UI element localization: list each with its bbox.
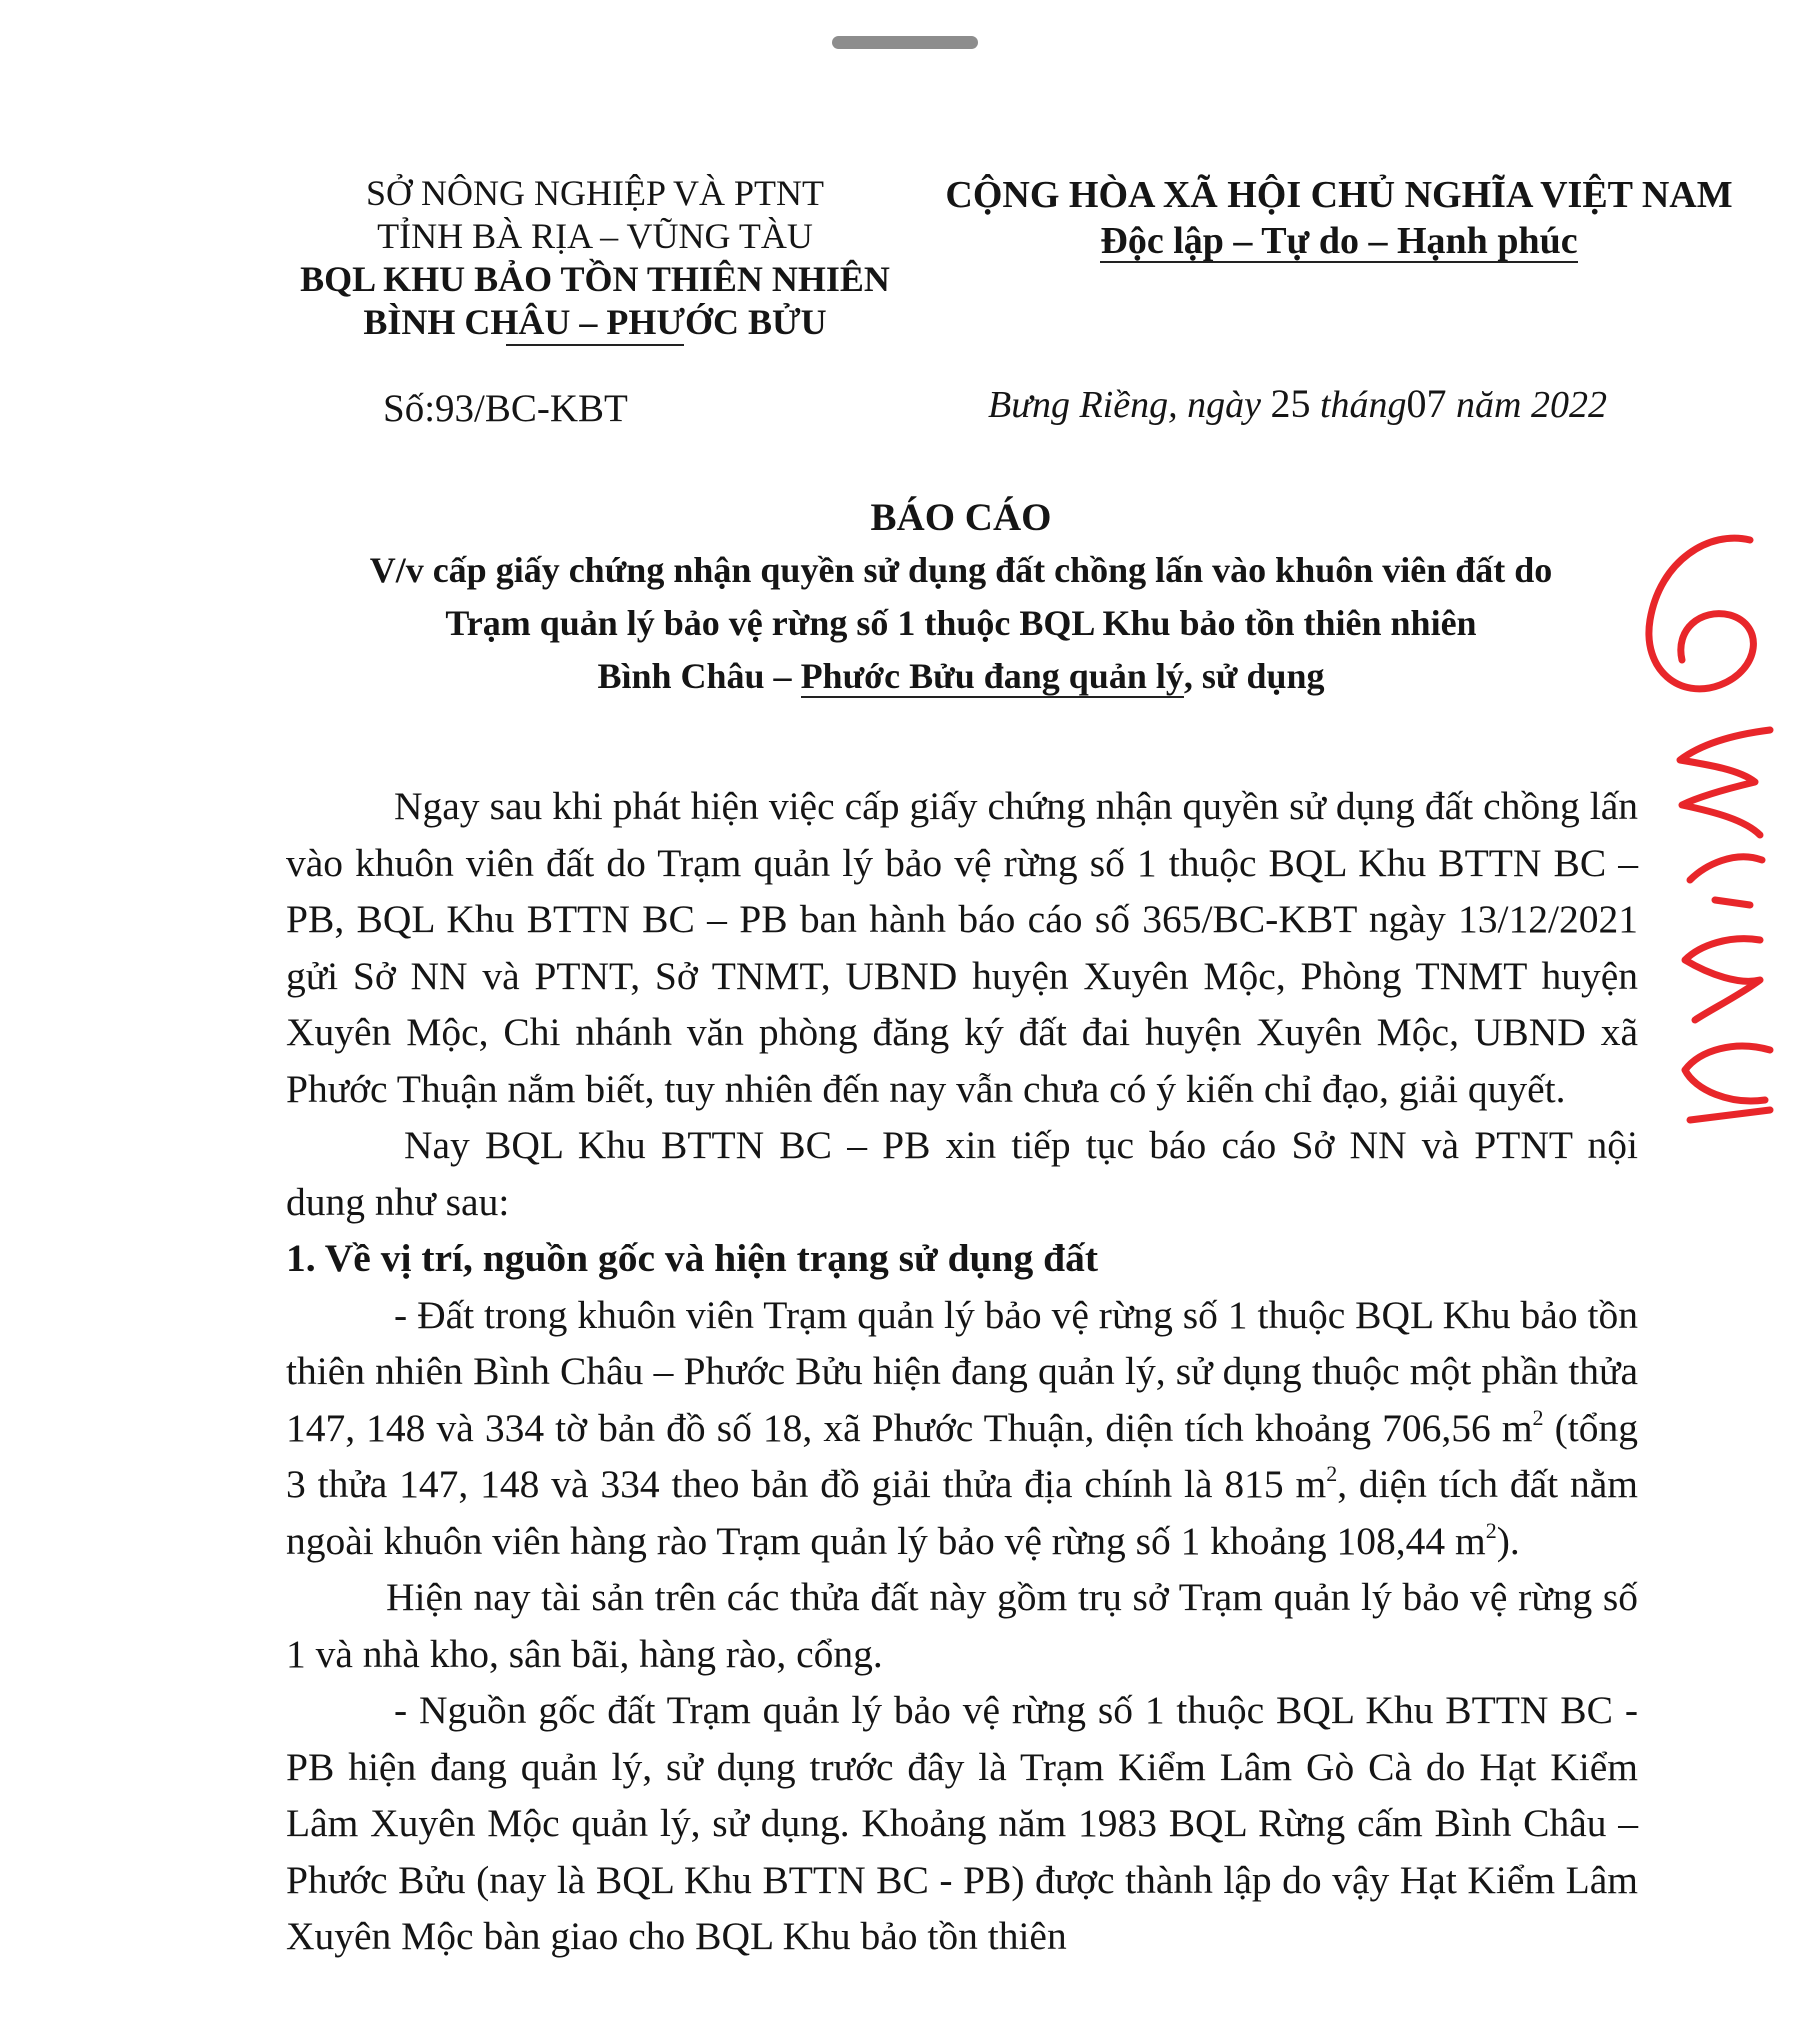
document-date <box>988 380 1607 427</box>
subject-part-c: , sử dụng <box>1183 656 1325 696</box>
subject-part-a: Bình Châu – <box>597 656 801 696</box>
country-name: CỘNG HÒA XÃ HỘI CHỦ NGHĨA VIỆT NAM <box>945 174 1733 216</box>
handwritten-annotation-text: Tài liệu 6 <box>1620 520 1624 521</box>
p3-part-b: (tổng 3 thửa 147, 148 và 334 theo bản đồ giải thửa địa chính là 815 m <box>286 1405 1638 1506</box>
document-number-label: Số: <box>383 387 436 430</box>
superscript-2: 2 <box>1485 1517 1497 1543</box>
handwritten-annotation-icon <box>1620 520 1780 1140</box>
subject-part-b: Phước Bửu đang quản lý <box>800 656 1184 696</box>
date-day: 25 <box>1270 381 1311 426</box>
agency-underline <box>506 344 684 346</box>
national-motto: Độc lập – Tự do – Hạnh phúc <box>1100 220 1578 262</box>
paragraph-1: Ngay sau khi phát hiện việc cấp giấy chứng nhận quyền sử dụng đất chồng lấn vào khuôn viên đất do Trạm quản lý bảo vệ rừng số 1 thuộc BQL Khu BTTN BC – PB, BQL Khu BTTN BC – PB ban hành báo cáo số 365/BC-KBT ngày 13/12/2021 gửi Sở NN và PTNT, Sở TNMT, UBND huyện Xuyên Mộc, Phòng TNMT huyện Xuyên Mộc, Chi nhánh văn phòng đăng ký đất đai huyện Xuyên Mộc, UBND xã Phước Thuận nắm biết, tuy nhiên đến nay vẫn chưa có ý kiến chỉ đạo, giải quyết. <box>286 784 1638 1111</box>
agency-line-4: BÌNH CHÂU – PHƯỚC BỬU <box>363 302 827 342</box>
report-title-block <box>286 492 1636 703</box>
report-body <box>286 778 1638 1965</box>
report-subject-line-3 <box>286 650 1636 703</box>
date-year: năm 2022 <box>1456 384 1607 426</box>
sheet-grabber[interactable] <box>832 36 978 49</box>
document-number-value: 93/BC-KBT <box>435 387 628 430</box>
agency-line-3: BQL KHU BẢO TỒN THIÊN NHIÊN <box>300 259 890 299</box>
section-heading-1: 1. Về vị trí, nguồn gốc và hiện trạng sử dụng đất <box>286 1236 1098 1280</box>
national-header <box>905 172 1773 264</box>
date-month-label: tháng <box>1319 384 1407 426</box>
p3-part-a: - Đất trong khuôn viên Trạm quản lý bảo vệ rừng số 1 thuộc BQL Khu bảo tồn thiên nhiên Bình Châu – Phước Bửu hiện đang quản lý, sử dụng thuộc một phần thửa 147, 148 và 334 tờ bản đồ số 18, xã Phước Thuận, diện tích khoảng 706,56 m <box>286 1292 1638 1450</box>
report-subject-line-1: V/v cấp giấy chứng nhận quyền sử dụng đất chồng lấn vào khuôn viên đất do <box>369 550 1553 590</box>
paragraph-3 <box>286 1287 1638 1570</box>
document-number <box>383 386 628 431</box>
superscript-2: 2 <box>1532 1404 1544 1430</box>
report-title: BÁO CÁO <box>870 496 1052 539</box>
superscript-2: 2 <box>1326 1461 1338 1486</box>
p3-part-c: , diện tích đất nằm ngoài khuôn viên hàng rào Trạm quản lý bảo vệ rừng số 1 khoảng 108,44 m <box>286 1462 1639 1563</box>
paragraph-5: - Nguồn gốc đất Trạm quản lý bảo vệ rừng số 1 thuộc BQL Khu BTTN BC - PB hiện đang quản lý, sử dụng trước đây là Trạm Kiểm Lâm Gò Cà do Hạt Kiểm Lâm Xuyên Mộc quản lý, sử dụng. Khoảng năm 1983 BQL Rừng cấm Bình Châu – Phước Bửu (nay là BQL Khu BTTN BC - PB) được thành lập do vậy Hạt Kiểm Lâm Xuyên Mộc bàn giao cho BQL Khu bảo tồn thiên <box>286 1688 1638 1958</box>
agency-line-2: TỈNH BÀ RỊA – VŨNG TÀU <box>377 216 813 256</box>
issuing-agency-block <box>250 172 940 346</box>
p3-part-d: ). <box>1496 1518 1520 1563</box>
report-subject-line-2: Trạm quản lý bảo vệ rừng số 1 thuộc BQL Khu bảo tồn thiên nhiên <box>445 603 1477 643</box>
agency-line-1: SỞ NÔNG NGHIỆP VÀ PTNT <box>365 173 824 213</box>
paragraph-4: Hiện nay tài sản trên các thửa đất này gồm trụ sở Trạm quản lý bảo vệ rừng số 1 và nhà kho, sân bãi, hàng rào, cổng. <box>286 1575 1638 1676</box>
date-place: Bưng Riềng, ngày <box>988 384 1261 426</box>
paragraph-2: Nay BQL Khu BTTN BC – PB xin tiếp tục báo cáo Sở NN và PTNT nội dung như sau: <box>286 1123 1638 1224</box>
date-month: 07 <box>1406 381 1447 426</box>
